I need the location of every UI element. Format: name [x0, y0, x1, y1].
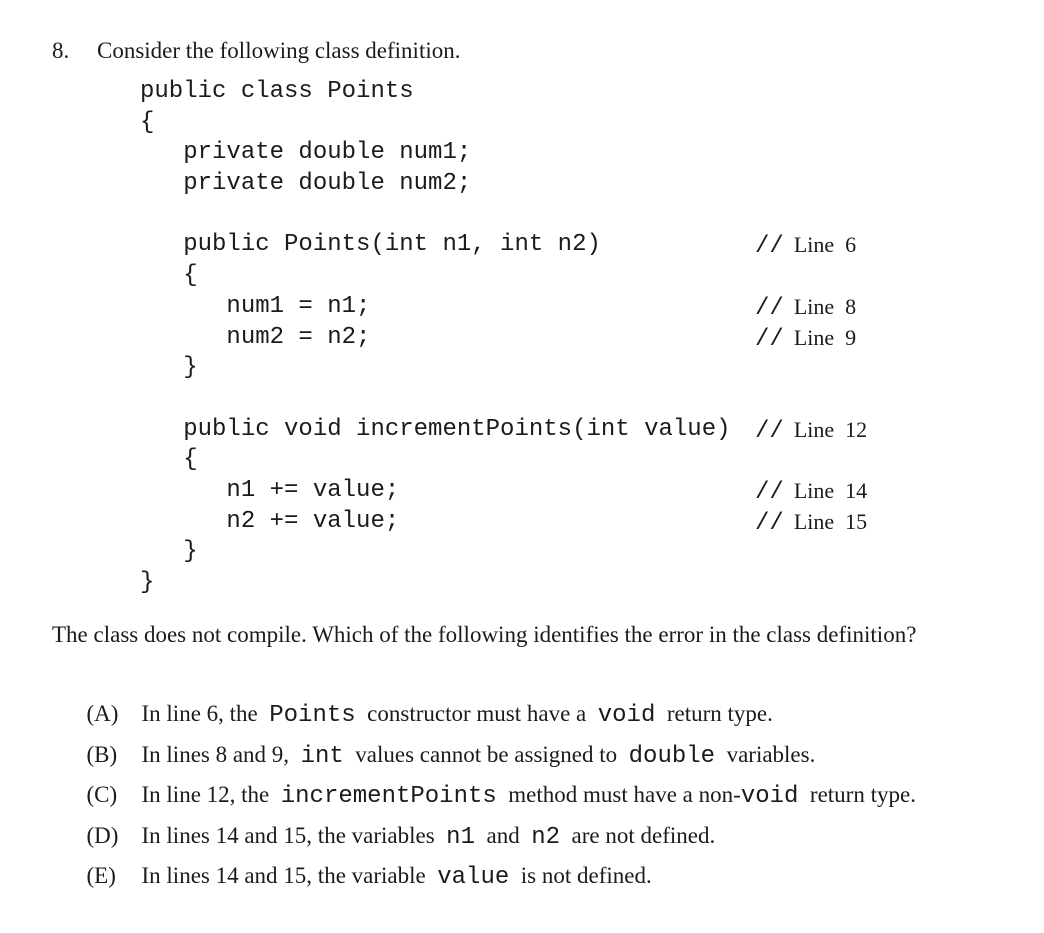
code-text: num1 = n1;	[140, 292, 371, 320]
code-line	[140, 537, 731, 568]
code-text: private double num1;	[140, 139, 472, 167]
code-line	[140, 353, 731, 384]
question-header	[52, 36, 460, 66]
option-code-term: n1	[446, 823, 475, 851]
code-text: private double num2;	[140, 170, 472, 198]
code-text: {	[140, 446, 198, 474]
code-line	[140, 77, 731, 108]
option-code-term: void	[597, 702, 656, 729]
question-number: 8.	[52, 38, 70, 63]
line-comment	[755, 476, 867, 509]
code-line	[140, 445, 731, 476]
comment-label: Line 9	[793, 324, 857, 350]
code-line	[140, 108, 731, 139]
option-row-a	[52, 669, 916, 729]
code-text: {	[140, 108, 155, 136]
options-list	[52, 669, 916, 892]
code-line	[140, 261, 731, 292]
comment-slashes: //	[755, 294, 784, 322]
comment-label: Line 12	[793, 416, 868, 442]
option-text: are not defined.	[560, 822, 716, 848]
option-label: (D)	[86, 822, 119, 848]
comment-slashes: //	[755, 417, 784, 445]
option-label: (A)	[86, 701, 119, 726]
code-text: public class Points	[140, 78, 414, 105]
option-code-term: incrementPoints	[280, 783, 497, 811]
line-comment	[755, 323, 856, 356]
question-stem: The class does not compile. Which of the following identifies the error in the class definition?	[52, 622, 917, 647]
code-text: }	[140, 569, 155, 596]
option-text: variables.	[715, 741, 816, 767]
code-text: n1 += value;	[140, 476, 400, 504]
code-block	[140, 77, 868, 599]
comment-label: Line 14	[793, 477, 868, 503]
option-label: (E)	[86, 863, 116, 889]
option-text: values cannot be assigned to	[343, 741, 629, 767]
question-prompt: Consider the following class definition.	[97, 38, 461, 63]
option-code-term: Points	[269, 702, 356, 729]
code-line	[140, 200, 731, 231]
code-line	[140, 323, 857, 354]
code-text: public Points(int n1, int n2)	[140, 231, 601, 259]
comment-label: Line 6	[793, 232, 857, 258]
code-line	[140, 230, 857, 261]
comment-label: Line 15	[793, 508, 868, 534]
code-text: num2 = n2;	[140, 323, 371, 351]
option-text: return type.	[798, 782, 916, 808]
code-text: {	[140, 262, 198, 290]
option-text: In lines 14 and 15, the variable	[141, 863, 438, 889]
option-label: (B)	[86, 741, 118, 767]
code-line	[140, 384, 731, 415]
code-text: public void incrementPoints(int value)	[140, 415, 731, 443]
comment-slashes: //	[755, 233, 784, 261]
option-text: In lines 14 and 15, the variables	[141, 822, 447, 848]
code-line	[140, 415, 868, 446]
option-text: is not defined.	[509, 863, 652, 889]
line-comment	[755, 292, 856, 325]
option-text: and	[474, 822, 532, 848]
option-text: In line 6, the	[141, 701, 270, 726]
option-label: (C)	[86, 782, 118, 808]
line-comment	[755, 415, 867, 448]
code-text: n2 += value;	[140, 507, 400, 535]
code-text: }	[140, 538, 198, 566]
code-line	[140, 138, 731, 169]
code-text: }	[140, 354, 198, 382]
option-code-term: n2	[531, 823, 561, 851]
option-code-term: value	[437, 864, 510, 892]
option-code-term: int	[300, 742, 344, 770]
code-line	[140, 476, 868, 507]
code-line	[140, 169, 731, 200]
option-text: method must have a non-	[496, 782, 741, 808]
code-line	[140, 568, 731, 599]
code-line	[140, 507, 868, 538]
line-comment	[755, 230, 856, 263]
option-text: constructor must have a	[355, 701, 598, 726]
comment-slashes: //	[755, 509, 784, 537]
comment-slashes: //	[755, 478, 784, 506]
option-code-term: void	[740, 783, 799, 811]
option-text: return type.	[655, 701, 773, 726]
option-text: In lines 8 and 9,	[141, 741, 301, 767]
option-code-term: double	[628, 742, 716, 770]
comment-slashes: //	[755, 325, 784, 353]
line-comment	[755, 507, 867, 540]
comment-label: Line 8	[793, 293, 857, 319]
code-line	[140, 292, 857, 323]
option-text: In line 12, the	[141, 782, 281, 808]
